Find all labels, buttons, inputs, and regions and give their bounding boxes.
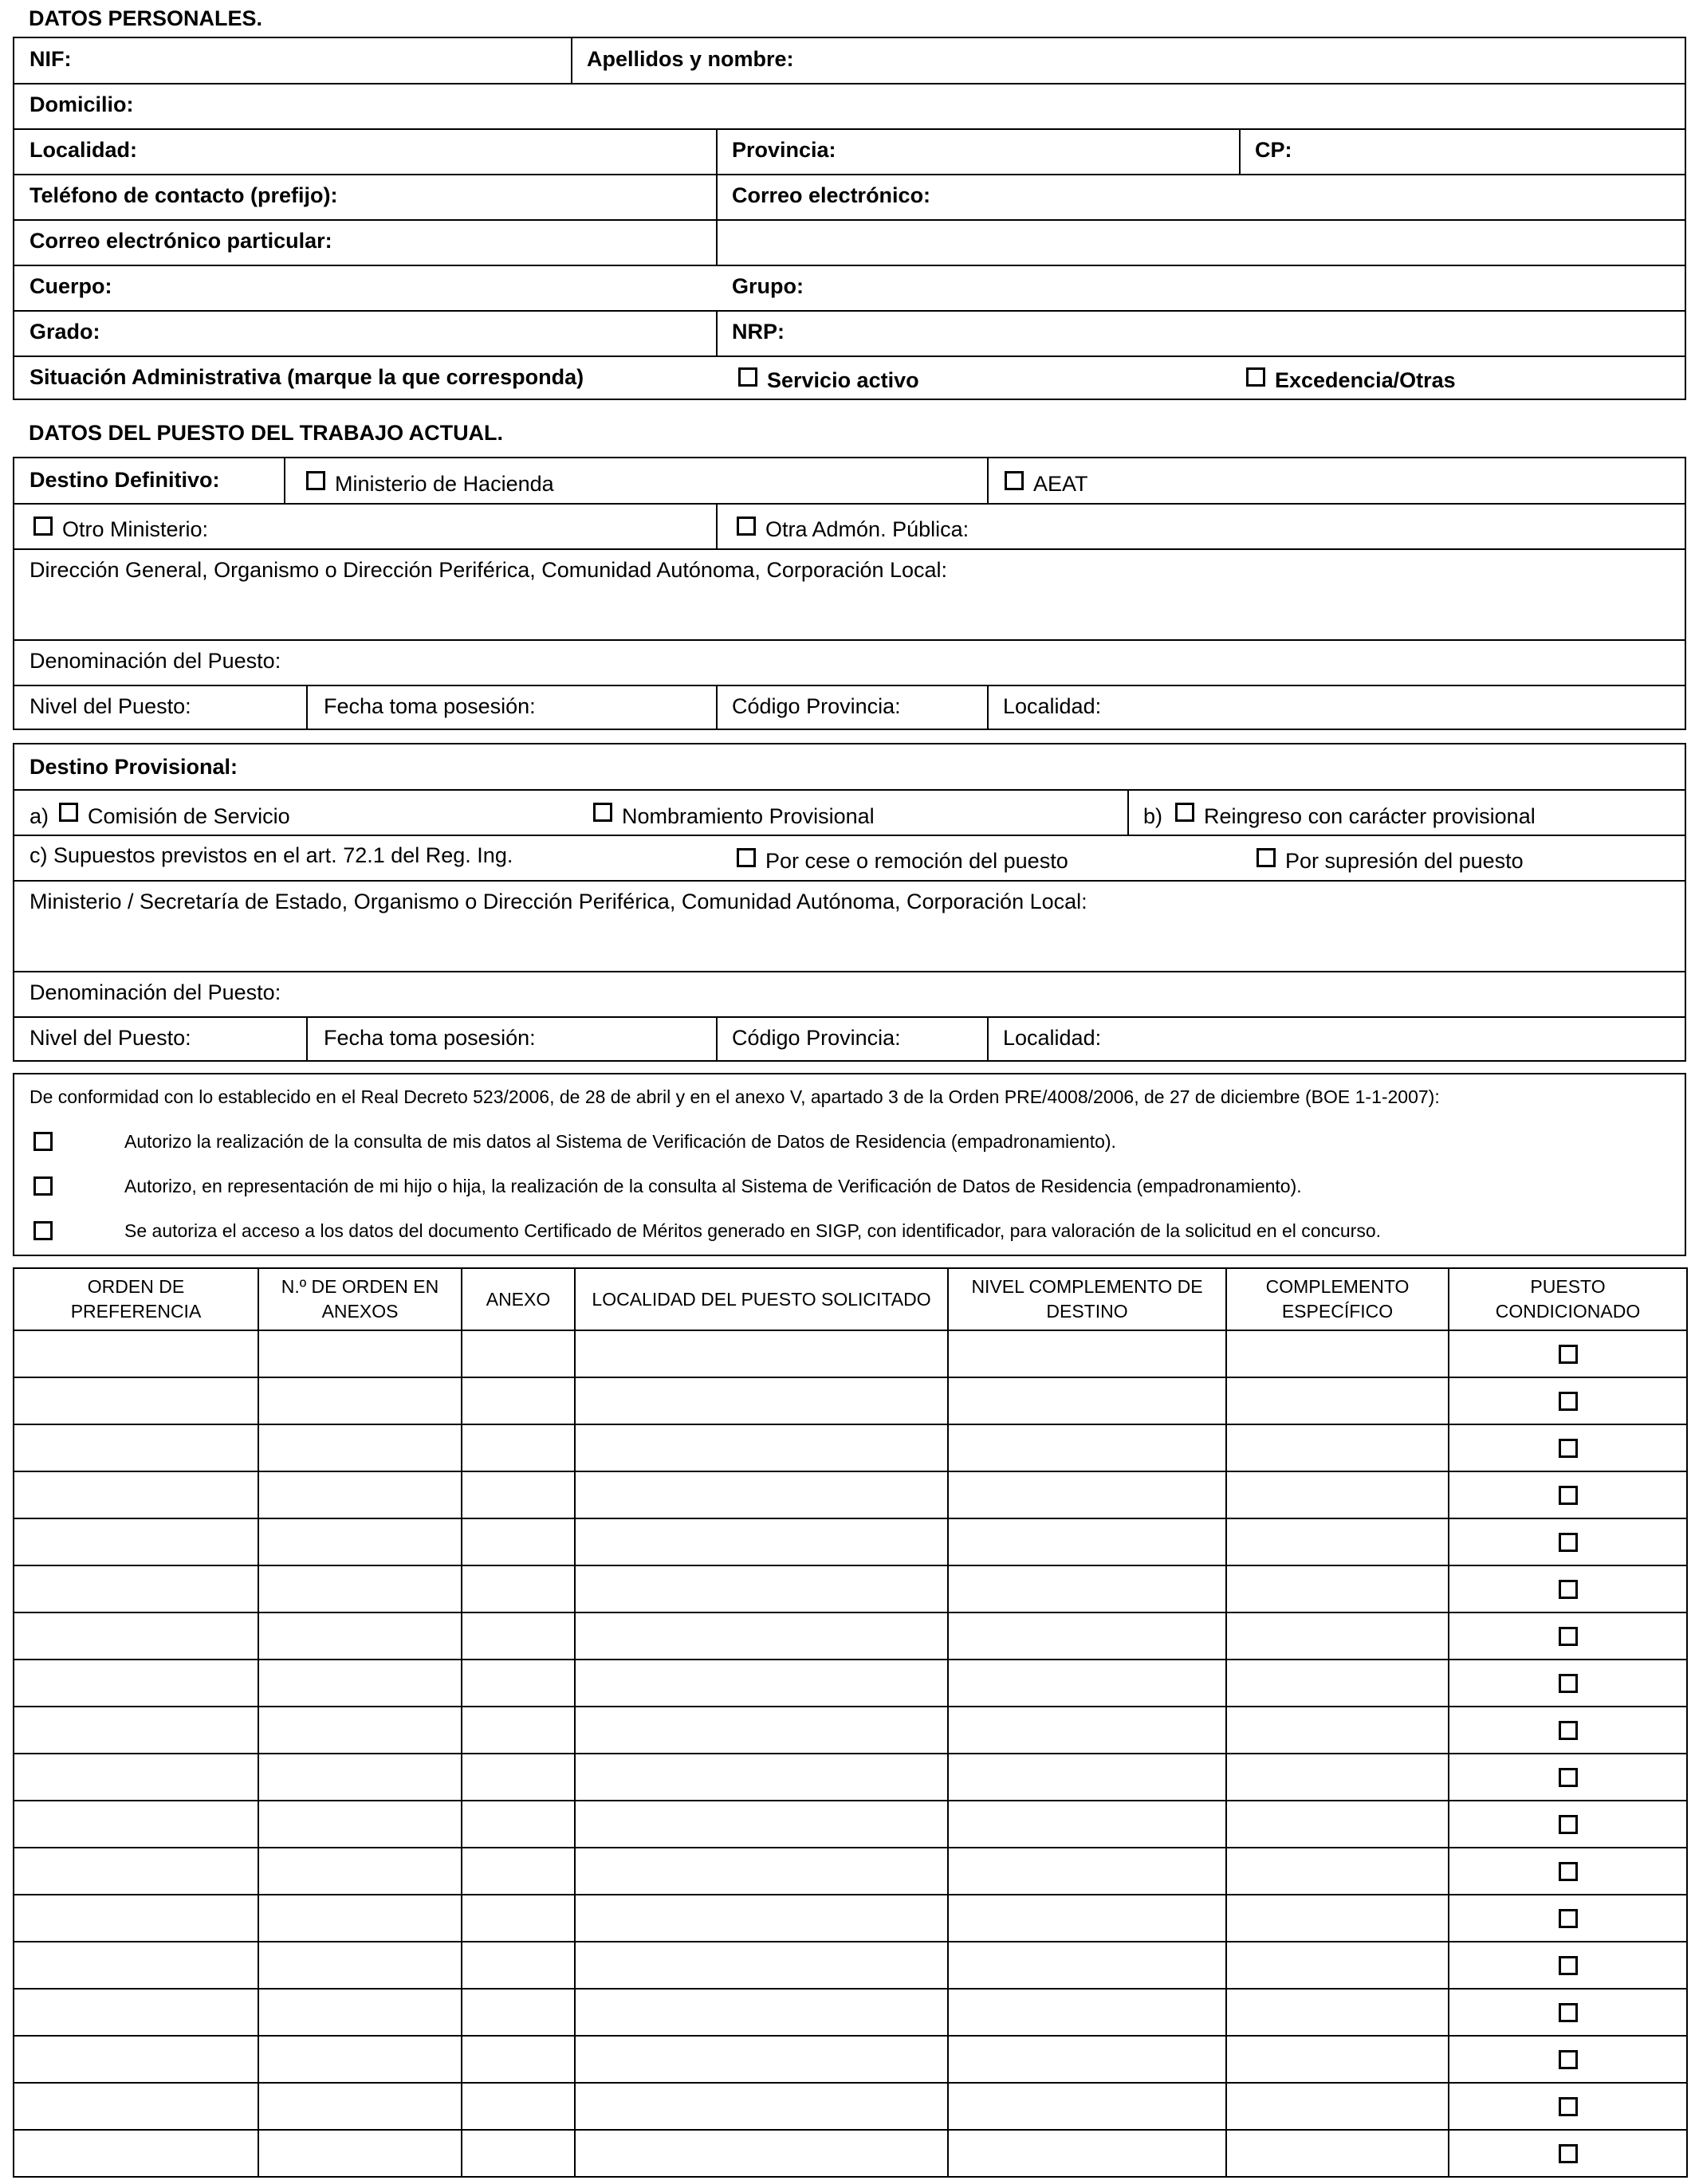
header-anexo: ANEXO xyxy=(462,1268,575,1330)
destino-definitivo-label: Destino Definitivo: xyxy=(29,468,220,492)
puesto-condicionado-cell[interactable] xyxy=(1449,1895,1687,1942)
localidad-cell[interactable] xyxy=(575,1660,948,1707)
nivel-complemento-cell[interactable] xyxy=(948,1754,1226,1801)
anexo-cell[interactable] xyxy=(462,1471,575,1518)
localidad-cell[interactable] xyxy=(575,1848,948,1895)
orden-cell[interactable] xyxy=(14,1989,258,2036)
por-supresion-checkbox[interactable] xyxy=(1257,848,1276,867)
puesto-condicionado-cell[interactable] xyxy=(1449,1518,1687,1565)
table-row xyxy=(14,2036,1687,2083)
localidad-label: Localidad: xyxy=(29,138,138,162)
table-row xyxy=(14,1754,1687,1801)
cuerpo-label: Cuerpo: xyxy=(29,274,112,298)
numero-orden-cell[interactable] xyxy=(258,1848,462,1895)
nif-label: NIF: xyxy=(29,47,72,71)
numero-orden-cell[interactable] xyxy=(258,2130,462,2177)
orden-cell[interactable] xyxy=(14,1377,258,1424)
numero-orden-cell[interactable] xyxy=(258,1424,462,1471)
por-supresion-label: Por supresión del puesto xyxy=(1285,849,1524,873)
ministerio-hacienda-checkbox[interactable] xyxy=(306,471,325,490)
complemento-especifico-cell[interactable] xyxy=(1226,1565,1449,1612)
localidad-cell[interactable] xyxy=(575,2083,948,2130)
puesto-condicionado-cell[interactable] xyxy=(1449,1377,1687,1424)
localidad-cell[interactable] xyxy=(575,1518,948,1565)
section-title-personal: DATOS PERSONALES. xyxy=(29,6,263,30)
anexo-cell[interactable] xyxy=(462,1330,575,1377)
puesto-condicionado-checkbox[interactable] xyxy=(1559,1439,1578,1458)
puesto-condicionado-cell[interactable] xyxy=(1449,1801,1687,1848)
situacion-label: Situación Administrativa (marque la que corresponda) xyxy=(29,365,584,389)
localidad-cell[interactable] xyxy=(575,1330,948,1377)
correo-label: Correo electrónico: xyxy=(732,183,931,207)
table-row xyxy=(14,1895,1687,1942)
complemento-especifico-cell[interactable] xyxy=(1226,2083,1449,2130)
numero-orden-cell[interactable] xyxy=(258,1518,462,1565)
puesto-condicionado-checkbox[interactable] xyxy=(1559,1674,1578,1693)
orden-cell[interactable] xyxy=(14,1565,258,1612)
table-row xyxy=(14,1989,1687,2036)
apellidos-label: Apellidos y nombre: xyxy=(587,47,794,71)
option-a-prefix: a) xyxy=(29,804,49,828)
anexo-cell[interactable] xyxy=(462,1707,575,1754)
complemento-especifico-cell[interactable] xyxy=(1226,2130,1449,2177)
complemento-especifico-cell[interactable] xyxy=(1226,1424,1449,1471)
section-title-current-post: DATOS DEL PUESTO DEL TRABAJO ACTUAL. xyxy=(29,421,504,445)
anexo-cell[interactable] xyxy=(462,2083,575,2130)
complemento-especifico-cell[interactable] xyxy=(1226,1801,1449,1848)
puesto-condicionado-checkbox[interactable] xyxy=(1559,2097,1578,2116)
numero-orden-cell[interactable] xyxy=(258,1377,462,1424)
table-row xyxy=(14,1377,1687,1424)
domicilio-label: Domicilio: xyxy=(29,92,134,116)
table-row xyxy=(14,1471,1687,1518)
orden-cell[interactable] xyxy=(14,1754,258,1801)
nivel-complemento-cell[interactable] xyxy=(948,1424,1226,1471)
anexo-cell[interactable] xyxy=(462,1848,575,1895)
nivel-complemento-cell[interactable] xyxy=(948,1660,1226,1707)
nivel-complemento-cell[interactable] xyxy=(948,1848,1226,1895)
complemento-especifico-cell[interactable] xyxy=(1226,1660,1449,1707)
nivel-complemento-cell[interactable] xyxy=(948,2130,1226,2177)
anexo-cell[interactable] xyxy=(462,2036,575,2083)
nombramiento-provisional-label: Nombramiento Provisional xyxy=(622,804,875,828)
ministerio-hacienda-label: Ministerio de Hacienda xyxy=(335,472,554,496)
header-orden-preferencia: ORDEN DE PREFERENCIA xyxy=(14,1268,258,1330)
numero-orden-cell[interactable] xyxy=(258,1801,462,1848)
numero-orden-cell[interactable] xyxy=(258,2036,462,2083)
codigo-provincia-label: Código Provincia: xyxy=(732,694,901,718)
anexo-cell[interactable] xyxy=(462,1801,575,1848)
complemento-especifico-cell[interactable] xyxy=(1226,2036,1449,2083)
current-post-box xyxy=(13,457,1686,730)
header-numero-orden: N.º DE ORDEN EN ANEXOS xyxy=(258,1268,462,1330)
complemento-especifico-cell[interactable] xyxy=(1226,1754,1449,1801)
aeat-label: AEAT xyxy=(1033,472,1088,496)
por-cese-label: Por cese o remoción del puesto xyxy=(765,849,1068,873)
orden-cell[interactable] xyxy=(14,1330,258,1377)
excedencia-label: Excedencia/Otras xyxy=(1275,368,1456,392)
numero-orden-cell[interactable] xyxy=(258,2083,462,2130)
orden-cell[interactable] xyxy=(14,1518,258,1565)
nivel-label: Nivel del Puesto: xyxy=(29,1026,191,1050)
consent-sigp-checkbox[interactable] xyxy=(33,1221,53,1240)
anexo-cell[interactable] xyxy=(462,1895,575,1942)
puesto-condicionado-checkbox[interactable] xyxy=(1559,1815,1578,1834)
orden-cell[interactable] xyxy=(14,1424,258,1471)
anexo-cell[interactable] xyxy=(462,1424,575,1471)
complemento-especifico-cell[interactable] xyxy=(1226,1895,1449,1942)
puesto-condicionado-cell[interactable] xyxy=(1449,1660,1687,1707)
numero-orden-cell[interactable] xyxy=(258,1754,462,1801)
option-b-prefix: b) xyxy=(1143,804,1163,828)
puesto-condicionado-cell[interactable] xyxy=(1449,1989,1687,2036)
reingreso-checkbox[interactable] xyxy=(1175,803,1194,822)
consent-item-text: Autorizo, en representación de mi hijo o hija, la realización de la consulta al Sistema de Verificación de Datos de Residencia (empadronamiento). xyxy=(124,1176,1302,1196)
localidad-cell[interactable] xyxy=(575,2036,948,2083)
numero-orden-cell[interactable] xyxy=(258,1942,462,1989)
localidad-cell[interactable] xyxy=(575,1942,948,1989)
puesto-condicionado-cell[interactable] xyxy=(1449,1942,1687,1989)
aeat-checkbox[interactable] xyxy=(1005,471,1024,490)
table-row xyxy=(14,1518,1687,1565)
complemento-especifico-cell[interactable] xyxy=(1226,1330,1449,1377)
orden-cell[interactable] xyxy=(14,1895,258,1942)
nivel-complemento-cell[interactable] xyxy=(948,1330,1226,1377)
numero-orden-cell[interactable] xyxy=(258,1660,462,1707)
puesto-condicionado-checkbox[interactable] xyxy=(1559,2144,1578,2163)
consent-box xyxy=(13,1073,1686,1256)
puesto-condicionado-checkbox[interactable] xyxy=(1559,1533,1578,1552)
orden-cell[interactable] xyxy=(14,1612,258,1660)
table-row xyxy=(14,1848,1687,1895)
puesto-condicionado-cell[interactable] xyxy=(1449,1565,1687,1612)
localidad-cell[interactable] xyxy=(575,1471,948,1518)
consent-intro: De conformidad con lo establecido en el Real Decreto 523/2006, de 28 de abril y en el anexo V, apartado 3 de la Orden PRE/4008/2006, de 27 de diciembre (BOE 1-1-2007): xyxy=(29,1086,1440,1107)
table-row xyxy=(14,1565,1687,1612)
numero-orden-cell[interactable] xyxy=(258,1471,462,1518)
consent-item-text: Se autoriza el acceso a los datos del documento Certificado de Méritos generado en SIGP, con identificador, para valoración de la solicitud en el concurso. xyxy=(124,1220,1382,1241)
ministerio-label: Ministerio / Secretaría de Estado, Organismo o Dirección Periférica, Comunidad Autónoma, Corporación Local: xyxy=(29,890,1087,913)
nivel-complemento-cell[interactable] xyxy=(948,1518,1226,1565)
otro-ministerio-checkbox[interactable] xyxy=(33,517,53,536)
complemento-especifico-cell[interactable] xyxy=(1226,1612,1449,1660)
comision-servicio-checkbox[interactable] xyxy=(59,803,78,822)
puesto-condicionado-checkbox[interactable] xyxy=(1559,1627,1578,1646)
header-puesto-condicionado: PUESTO CONDICIONADO xyxy=(1449,1268,1687,1330)
cp-label: CP: xyxy=(1255,138,1292,162)
orden-cell[interactable] xyxy=(14,2036,258,2083)
reingreso-label: Reingreso con carácter provisional xyxy=(1204,804,1536,828)
puesto-condicionado-cell[interactable] xyxy=(1449,1707,1687,1754)
puesto-condicionado-cell[interactable] xyxy=(1449,1754,1687,1801)
localidad-label: Localidad: xyxy=(1003,1026,1102,1050)
personal-data-box xyxy=(13,37,1686,400)
numero-orden-cell[interactable] xyxy=(258,1707,462,1754)
nombramiento-provisional-checkbox[interactable] xyxy=(593,803,612,822)
localidad-cell[interactable] xyxy=(575,1424,948,1471)
nivel-complemento-cell[interactable] xyxy=(948,1471,1226,1518)
fecha-label: Fecha toma posesión: xyxy=(324,1026,536,1050)
puesto-condicionado-cell[interactable] xyxy=(1449,2130,1687,2177)
consent-hijo-checkbox[interactable] xyxy=(33,1176,53,1196)
servicio-activo-label: Servicio activo xyxy=(767,368,919,392)
orden-cell[interactable] xyxy=(14,2130,258,2177)
header-complemento-especifico: COMPLEMENTO ESPECÍFICO xyxy=(1226,1268,1449,1330)
localidad-cell[interactable] xyxy=(575,1377,948,1424)
requested-posts-table xyxy=(13,1267,1688,2178)
nivel-complemento-cell[interactable] xyxy=(948,1801,1226,1848)
puesto-condicionado-checkbox[interactable] xyxy=(1559,2050,1578,2069)
table-row xyxy=(14,2130,1687,2177)
table-row xyxy=(14,1660,1687,1707)
anexo-cell[interactable] xyxy=(462,1660,575,1707)
puesto-condicionado-checkbox[interactable] xyxy=(1559,1768,1578,1787)
table-row xyxy=(14,1424,1687,1471)
grado-label: Grado: xyxy=(29,320,100,344)
anexo-cell[interactable] xyxy=(462,1518,575,1565)
table-row xyxy=(14,1801,1687,1848)
localidad-cell[interactable] xyxy=(575,2130,948,2177)
orden-cell[interactable] xyxy=(14,1942,258,1989)
puesto-condicionado-checkbox[interactable] xyxy=(1559,1486,1578,1505)
localidad-label: Localidad: xyxy=(1003,694,1102,718)
complemento-especifico-cell[interactable] xyxy=(1226,1942,1449,1989)
nivel-complemento-cell[interactable] xyxy=(948,1707,1226,1754)
otro-ministerio-label: Otro Ministerio: xyxy=(62,517,209,541)
anexo-cell[interactable] xyxy=(462,1612,575,1660)
anexo-cell[interactable] xyxy=(462,1754,575,1801)
localidad-cell[interactable] xyxy=(575,1707,948,1754)
puesto-condicionado-checkbox[interactable] xyxy=(1559,1909,1578,1928)
nivel-complemento-cell[interactable] xyxy=(948,1895,1226,1942)
consent-item-text: Autorizo la realización de la consulta de mis datos al Sistema de Verificación de Datos de Residencia (empadronamiento). xyxy=(124,1131,1116,1152)
localidad-cell[interactable] xyxy=(575,1565,948,1612)
puesto-condicionado-checkbox[interactable] xyxy=(1559,1721,1578,1740)
puesto-condicionado-checkbox[interactable] xyxy=(1559,1956,1578,1975)
anexo-cell[interactable] xyxy=(462,1942,575,1989)
puesto-condicionado-checkbox[interactable] xyxy=(1559,1862,1578,1881)
orden-cell[interactable] xyxy=(14,1471,258,1518)
destino-provisional-label: Destino Provisional: xyxy=(29,755,238,779)
servicio-activo-checkbox[interactable] xyxy=(738,367,757,387)
table-row xyxy=(14,1942,1687,1989)
puesto-condicionado-cell[interactable] xyxy=(1449,1471,1687,1518)
orden-cell[interactable] xyxy=(14,2083,258,2130)
nivel-complemento-cell[interactable] xyxy=(948,1942,1226,1989)
localidad-cell[interactable] xyxy=(575,1754,948,1801)
orden-cell[interactable] xyxy=(14,1660,258,1707)
complemento-especifico-cell[interactable] xyxy=(1226,1518,1449,1565)
puesto-condicionado-checkbox[interactable] xyxy=(1559,1580,1578,1599)
telefono-label: Teléfono de contacto (prefijo): xyxy=(29,183,338,207)
complemento-especifico-cell[interactable] xyxy=(1226,1707,1449,1754)
complemento-especifico-cell[interactable] xyxy=(1226,1471,1449,1518)
nivel-complemento-cell[interactable] xyxy=(948,1989,1226,2036)
puesto-condicionado-checkbox[interactable] xyxy=(1559,1392,1578,1411)
puesto-condicionado-cell[interactable] xyxy=(1449,2036,1687,2083)
puesto-condicionado-cell[interactable] xyxy=(1449,1330,1687,1377)
consent-residencia-checkbox[interactable] xyxy=(33,1132,53,1151)
anexo-cell[interactable] xyxy=(462,1989,575,2036)
orden-cell[interactable] xyxy=(14,1801,258,1848)
localidad-cell[interactable] xyxy=(575,1612,948,1660)
nivel-complemento-cell[interactable] xyxy=(948,2083,1226,2130)
complemento-especifico-cell[interactable] xyxy=(1226,1377,1449,1424)
table-row xyxy=(14,1707,1687,1754)
por-cese-checkbox[interactable] xyxy=(737,848,756,867)
header-localidad: LOCALIDAD DEL PUESTO SOLICITADO xyxy=(575,1268,948,1330)
complemento-especifico-cell[interactable] xyxy=(1226,1848,1449,1895)
direccion-general-label: Dirección General, Organismo o Dirección Periférica, Comunidad Autónoma, Corporación Local: xyxy=(29,558,948,582)
nrp-label: NRP: xyxy=(732,320,785,344)
orden-cell[interactable] xyxy=(14,1707,258,1754)
fecha-label: Fecha toma posesión: xyxy=(324,694,536,718)
anexo-cell[interactable] xyxy=(462,1377,575,1424)
nivel-complemento-cell[interactable] xyxy=(948,1377,1226,1424)
excedencia-checkbox[interactable] xyxy=(1246,367,1265,387)
numero-orden-cell[interactable] xyxy=(258,1989,462,2036)
comision-servicio-label: Comisión de Servicio xyxy=(88,804,290,828)
nivel-complemento-cell[interactable] xyxy=(948,2036,1226,2083)
table-row xyxy=(14,1330,1687,1377)
orden-cell[interactable] xyxy=(14,1848,258,1895)
header-nivel-complemento: NIVEL COMPLEMENTO DE DESTINO xyxy=(948,1268,1226,1330)
option-c-label: c) Supuestos previstos en el art. 72.1 del Reg. Ing. xyxy=(29,843,513,867)
numero-orden-cell[interactable] xyxy=(258,1565,462,1612)
nivel-complemento-cell[interactable] xyxy=(948,1565,1226,1612)
puesto-condicionado-cell[interactable] xyxy=(1449,2083,1687,2130)
correo-particular-label: Correo electrónico particular: xyxy=(29,229,332,253)
numero-orden-cell[interactable] xyxy=(258,1895,462,1942)
puesto-condicionado-checkbox[interactable] xyxy=(1559,2003,1578,2022)
localidad-cell[interactable] xyxy=(575,1801,948,1848)
table-body xyxy=(14,1330,1687,2177)
otra-admon-label: Otra Admón. Pública: xyxy=(765,517,969,541)
anexo-cell[interactable] xyxy=(462,2130,575,2177)
table-row xyxy=(14,1612,1687,1660)
localidad-cell[interactable] xyxy=(575,1989,948,2036)
denominacion-label: Denominación del Puesto: xyxy=(29,980,281,1004)
nivel-complemento-cell[interactable] xyxy=(948,1612,1226,1660)
numero-orden-cell[interactable] xyxy=(258,1612,462,1660)
provincia-label: Provincia: xyxy=(732,138,836,162)
localidad-cell[interactable] xyxy=(575,1895,948,1942)
puesto-condicionado-cell[interactable] xyxy=(1449,1612,1687,1660)
complemento-especifico-cell[interactable] xyxy=(1226,1989,1449,2036)
table-row xyxy=(14,2083,1687,2130)
otra-admon-checkbox[interactable] xyxy=(737,517,756,536)
codigo-provincia-label: Código Provincia: xyxy=(732,1026,901,1050)
grupo-label: Grupo: xyxy=(732,274,804,298)
puesto-condicionado-cell[interactable] xyxy=(1449,1424,1687,1471)
anexo-cell[interactable] xyxy=(462,1565,575,1612)
denominacion-label: Denominación del Puesto: xyxy=(29,649,281,673)
nivel-label: Nivel del Puesto: xyxy=(29,694,191,718)
puesto-condicionado-cell[interactable] xyxy=(1449,1848,1687,1895)
puesto-condicionado-checkbox[interactable] xyxy=(1559,1345,1578,1364)
provisional-post-box xyxy=(13,743,1686,1062)
numero-orden-cell[interactable] xyxy=(258,1330,462,1377)
